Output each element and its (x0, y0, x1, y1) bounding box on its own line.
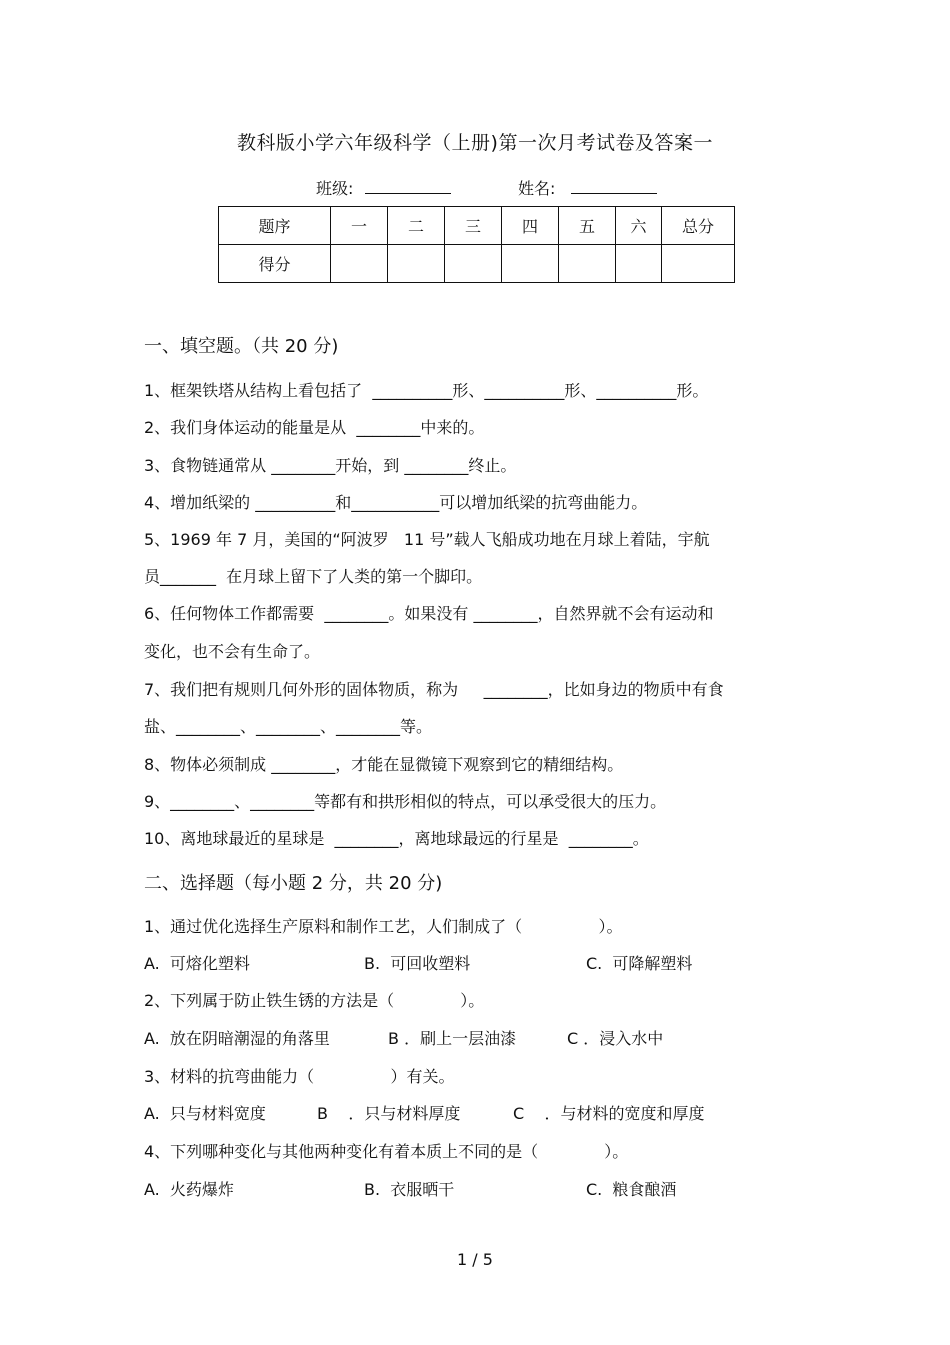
question-line: 员_______ 在月球上留下了人类的第一个脚印。 (144, 567, 483, 586)
choice-option: A. 只与材料宽度 (144, 1104, 266, 1123)
score-cell (559, 245, 616, 283)
header-cell: 六 (616, 207, 662, 245)
row-label-cell: 得分 (219, 245, 331, 283)
class-field (316, 176, 451, 199)
question-line: 9、________、________等都有和拱形相似的特点，可以承受很大的压力。 (144, 792, 667, 811)
score-cell (616, 245, 662, 283)
choice-option: C. 粮食酿酒 (586, 1180, 677, 1199)
class-blank (365, 179, 451, 194)
choice-option: B. 可回收塑料 (364, 954, 471, 973)
question-line: 8、物体必须制成 ________，才能在显微镜下观察到它的精细结构。 (144, 755, 624, 774)
question-line: 2、我们身体运动的能量是从 ________中来的。 (144, 418, 485, 437)
question-line: 3、食物链通常从 ________开始，到 ________终止。 (144, 456, 517, 475)
class-label: 班级: (316, 179, 354, 198)
question-line: 1、框架铁塔从结构上看包括了 __________形、__________形、__________形。 (144, 381, 709, 400)
choice-option: A. 放在阴暗潮湿的角落里 (144, 1029, 330, 1048)
score-cell (331, 245, 388, 283)
score-table-score-row (219, 245, 735, 283)
question-line: 5、1969 年 7 月，美国的“阿波罗 11 号”载人飞船成功地在月球上着陆，宇航 (144, 530, 710, 549)
score-cell (388, 245, 445, 283)
page-number: 1 / 5 (457, 1250, 493, 1269)
choice-option: A. 可熔化塑料 (144, 954, 250, 973)
header-cell: 二 (388, 207, 445, 245)
section-heading-fill-in: 一、填空题。（共 20 分) (144, 336, 339, 357)
name-blank (571, 179, 657, 194)
name-field (518, 176, 657, 199)
question-line: 变化，也不会有生命了。 (144, 642, 321, 661)
choice-option: B ．只与材料厚度 (317, 1104, 461, 1123)
page-title: 教科版小学六年级科学（上册)第一次月考试卷及答案一 (237, 132, 713, 154)
question-line: 10、离地球最近的星球是 ________，离地球最远的行星是 ________。 (144, 829, 649, 848)
score-cell (662, 245, 735, 283)
section-heading-multiple-choice: 二、选择题（每小题 2 分，共 20 分) (144, 873, 443, 894)
choice-option: C ．与材料的宽度和厚度 (513, 1104, 705, 1123)
question-line: 盐、________、________、________等。 (144, 717, 433, 736)
question-line: 7、我们把有规则几何外形的固体物质，称为 ________，比如身边的物质中有食 (144, 680, 724, 699)
name-label: 姓名: (518, 179, 556, 198)
score-table (218, 206, 735, 283)
choice-question: 3、材料的抗弯曲能力（ ）有关。 (144, 1067, 455, 1086)
header-cell: 四 (502, 207, 559, 245)
choice-option: A. 火药爆炸 (144, 1180, 234, 1199)
score-cell (502, 245, 559, 283)
choice-question: 1、通过优化选择生产原料和制作工艺，人们制成了（ ）。 (144, 917, 623, 936)
choice-option: C. 可降解塑料 (586, 954, 693, 973)
header-cell: 一 (331, 207, 388, 245)
question-line: 6、任何物体工作都需要 ________。如果没有 ________，自然界就不会有运动和 (144, 604, 714, 623)
choice-option: C ．浸入水中 (567, 1029, 664, 1048)
header-cell: 题序 (219, 207, 331, 245)
choice-option: B. 衣服晒干 (364, 1180, 455, 1199)
header-cell: 总分 (662, 207, 735, 245)
score-cell (445, 245, 502, 283)
score-table-header-row (219, 207, 735, 245)
question-line: 4、增加纸梁的 __________和___________可以增加纸梁的抗弯曲能力。 (144, 493, 648, 512)
header-cell: 三 (445, 207, 502, 245)
choice-question: 2、下列属于防止铁生锈的方法是（ ）。 (144, 991, 485, 1010)
choice-question: 4、下列哪种变化与其他两种变化有着本质上不同的是（ ）。 (144, 1142, 629, 1161)
choice-option: B ．刷上一层油漆 (388, 1029, 517, 1048)
header-cell: 五 (559, 207, 616, 245)
